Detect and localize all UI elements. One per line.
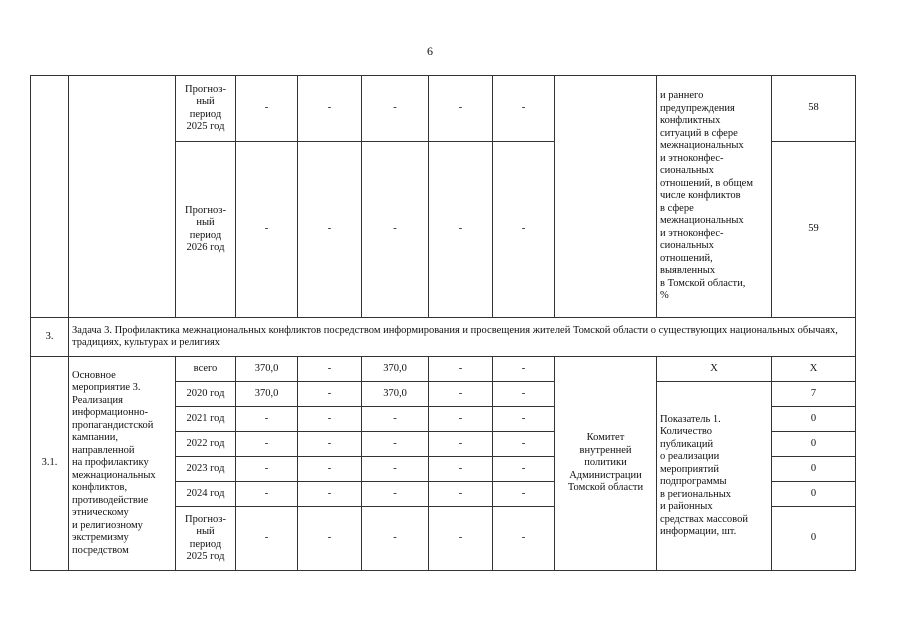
budget-cell: - [362,432,429,457]
task-description: Задача 3. Профилактика межнациональных конфликтов посредством информирования и просвещения жителей Томской области о существующих национальных обычаях, традициях, культурах и религиях [69,318,856,357]
budget-cell: - [493,382,555,407]
indicator-value-cell: 58 [772,76,856,142]
measure-number: 3.1. [31,357,69,571]
indicator-cell: и раннего предупреждения конфликтных ситуаций в сфере межнациональных и этноконфес- сиональных отношений, в общем числе конфликтов в сфере межнациональных и этноконфес- сиональных отношений, выявленных в Томской области, % [657,76,772,318]
budget-cell: - [493,432,555,457]
indicator-value-cell: 7 [772,382,856,407]
budget-cell: - [362,76,429,142]
indicator-value-cell: 0 [772,482,856,507]
budget-cell: - [493,357,555,382]
budget-cell: - [236,507,298,571]
period-cell: всего [176,357,236,382]
executor-cell: Комитет внутренней политики Администрации Томской области [555,357,657,571]
budget-cell: - [429,142,493,318]
budget-cell: - [298,142,362,318]
budget-cell: - [298,482,362,507]
budget-cell: - [298,457,362,482]
budget-cell: - [429,482,493,507]
budget-cell: - [298,407,362,432]
budget-cell: - [493,457,555,482]
budget-cell: - [298,507,362,571]
budget-cell: - [493,507,555,571]
budget-cell: 370,0 [236,382,298,407]
indicator-cell: Показатель 1. Количество публикаций о реализации мероприятий подпрограммы в региональных и районных средствах массовой информации, шт. [657,382,772,571]
budget-cell: - [429,76,493,142]
indicator-value-cell: 0 [772,432,856,457]
budget-cell: - [298,382,362,407]
budget-cell: - [298,357,362,382]
period-cell: 2022 год [176,432,236,457]
page-number: 6 [427,44,433,58]
measure-name-cell [69,76,176,318]
budget-cell: - [362,142,429,318]
indicator-value-cell: 0 [772,407,856,432]
budget-cell: - [429,457,493,482]
period-cell: Прогноз- ный период 2025 год [176,507,236,571]
budget-cell: - [298,76,362,142]
indicator-header: X [657,357,772,382]
budget-cell: 370,0 [362,382,429,407]
budget-cell: - [362,482,429,507]
indicator-value-cell: 0 [772,507,856,571]
budget-cell: - [493,407,555,432]
task-row [31,318,856,357]
budget-cell: - [362,507,429,571]
budget-cell: - [236,142,298,318]
program-table [30,75,856,571]
budget-cell: 370,0 [236,357,298,382]
period-cell: 2021 год [176,407,236,432]
period-cell: Прогноз- ный период 2026 год [176,142,236,318]
budget-cell: - [493,142,555,318]
period-cell: 2024 год [176,482,236,507]
period-cell: 2020 год [176,382,236,407]
budget-cell: - [493,76,555,142]
budget-cell: 370,0 [362,357,429,382]
budget-cell: - [429,407,493,432]
budget-cell: - [236,76,298,142]
number-cell [31,76,69,318]
budget-cell: - [298,432,362,457]
budget-cell: - [362,457,429,482]
budget-cell: - [236,407,298,432]
budget-cell: - [236,482,298,507]
period-cell: Прогноз- ный период 2025 год [176,76,236,142]
budget-cell: - [429,507,493,571]
period-cell: 2023 год [176,457,236,482]
budget-cell: - [429,357,493,382]
task-number: 3. [31,318,69,357]
budget-cell: - [362,407,429,432]
indicator-value-cell: 59 [772,142,856,318]
budget-cell: - [493,482,555,507]
budget-cell: - [236,457,298,482]
indicator-value-cell: 0 [772,457,856,482]
executor-cell [555,76,657,318]
budget-cell: - [429,382,493,407]
budget-cell: - [429,432,493,457]
measure-name-cell: Основное мероприятие 3. Реализация информационно- пропагандистской кампании, направленной на профилактику межнациональных конфликтов, противодействие этническому и религиозному экстремизму посредством [69,357,176,571]
budget-cell: - [236,432,298,457]
table-row [31,76,856,142]
value-header: X [772,357,856,382]
table-row [31,357,856,382]
